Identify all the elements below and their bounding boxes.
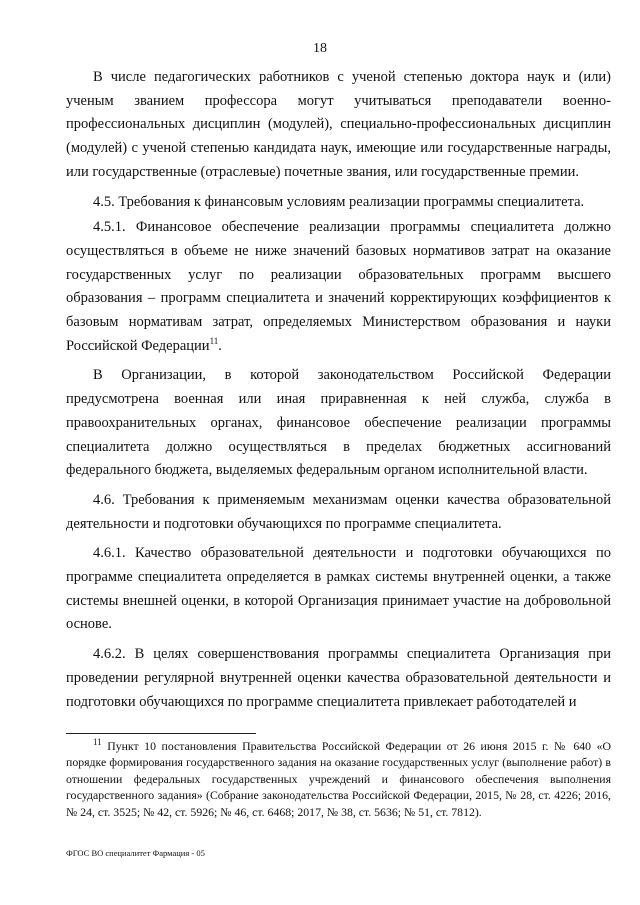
footnote-separator	[66, 733, 256, 734]
paragraph-4-6-2: 4.6.2. В целях совершенствования программы специалитета Организация при проведении регулярной внутренней оценки качества образовательной деятельности и подготовки обучающихся по программе специалитета привлекает работодателей и	[66, 646, 611, 710]
page-number: 18	[313, 41, 327, 56]
document-body	[66, 66, 611, 720]
paragraph-4-5-heading: 4.5. Требования к финансовым условиям реализации программы специалитета.	[93, 193, 585, 210]
paragraph-4-5-1-end: .	[218, 337, 222, 354]
footer-document-code: ФГОС ВО специалитет Фармация - 05	[66, 848, 205, 858]
paragraph-4-5-1	[66, 216, 611, 358]
paragraph-4-6-heading: 4.6. Требования к применяемым механизмам оценки качества образовательной деятельности и подготовки обучающихся по программе специалитета.	[66, 491, 611, 532]
footnote-number: 11	[93, 737, 102, 748]
paragraph-teaching-staff: В числе педагогических работников с ученой степенью доктора наук и (или) ученым званием профессора могут учитываться преподаватели военно-профессиональных дисциплин (модулей), специально-профессиональных дисциплин (модулей) с ученой степенью кандидата наук, имеющие или государственные награды, или государственные (отраслевые) почетные звания, или государственные премии.	[66, 69, 611, 180]
footnote-text: Пункт 10 постановления Правительства Российской Федерации от 26 июня 2015 г. № 640 «О порядке формирования государственного задания на оказание государственных услуг (выполнение работ) в отношении федеральных государственных учреждений и финансового обеспечения выполнения государственного задания» (Собрание законодательства Российской Федерации, 2015, № 28, ст. 4226; 2016, № 24, ст. 3525; № 42, ст. 5926; № 46, ст. 6468; 2017, № 38, ст. 5636; № 51, ст. 7812).	[66, 739, 611, 819]
paragraph-4-5-1-text: 4.5.1. Финансовое обеспечение реализации программы специалитета должно осуществляться в объеме не ниже значений базовых нормативов затрат на оказание государственных услуг по реализации образовательных программ высшего образования – программ специалитета и значений корректирующих коэффициентов к базовым нормативам затрат, определяемых Министерством образования и науки Российской Федерации	[66, 219, 611, 354]
footnote	[66, 738, 611, 820]
paragraph-4-6-1: 4.6.1. Качество образовательной деятельности и подготовки обучающихся по программе специалитета определяется в рамках системы внутренней оценки, а также системы внешней оценки, в которой Организация принимает участие на добровольной основе.	[66, 545, 611, 633]
footnote-reference: 11	[209, 335, 219, 346]
paragraph-military-service: В Организации, в которой законодательством Российской Федерации предусмотрена военная или иная приравненная к ней служба, служба в правоохранительных органах, финансовое обеспечение реализации программы специалитета должно осуществляться в пределах бюджетных ассигнований федерального бюджета, выделяемых федеральным органом исполнительной власти.	[66, 367, 611, 479]
